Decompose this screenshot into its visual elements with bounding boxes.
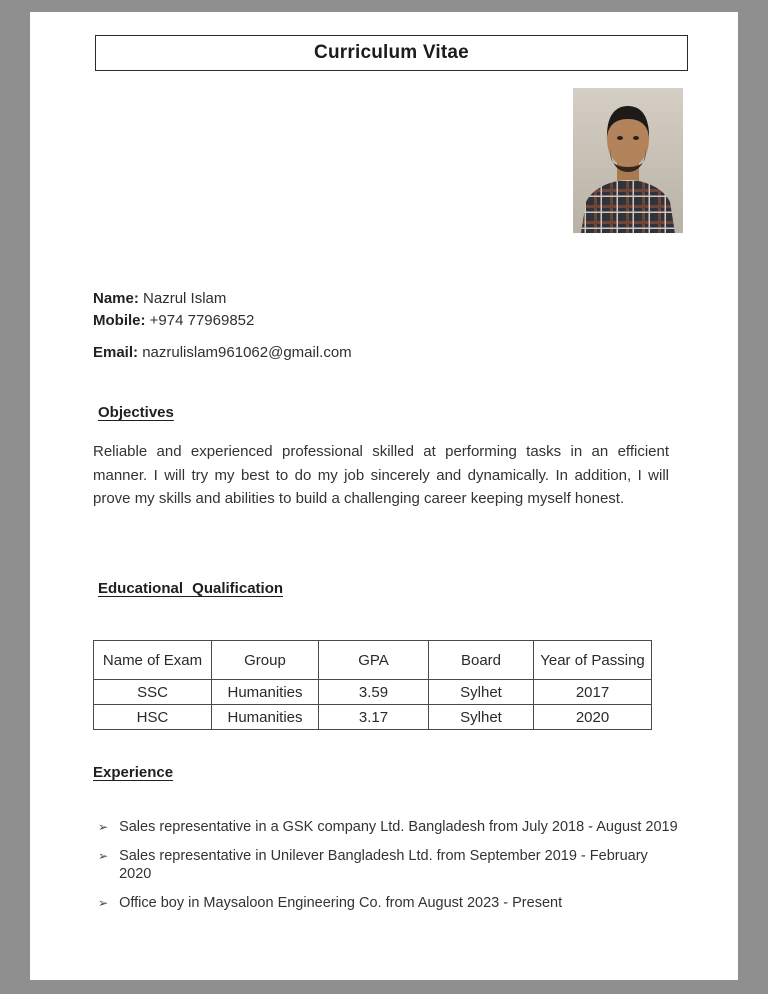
experience-item-text: Sales representative in a GSK company Ltd. Bangladesh from July 2018 - August 2019: [119, 819, 678, 835]
table-cell: Sylhet: [429, 705, 534, 730]
contact-block: [93, 288, 352, 364]
contact-mobile-row: [93, 310, 352, 332]
list-item: [98, 847, 678, 883]
column-header-gpa: GPA: [319, 641, 429, 680]
table-cell: 3.59: [319, 680, 429, 705]
objectives-paragraph: Reliable and experienced professional skilled at performing tasks in an efficient manner. I will try my best to do my job sincerely and dynamically. In addition, I will prove my skills and abilities to build a challenging career keeping myself honest.: [93, 443, 669, 507]
experience-item-text: Office boy in Maysaloon Engineering Co. from August 2023 - Present: [119, 895, 563, 911]
education-table: [93, 640, 652, 730]
table-cell: 2020: [534, 705, 652, 730]
profile-photo: [573, 88, 683, 233]
table-cell: 2017: [534, 680, 652, 705]
contact-name-row: [93, 288, 352, 310]
cv-page: [30, 12, 738, 980]
experience-heading: Experience: [93, 764, 174, 781]
mobile-label: Mobile:: [93, 312, 146, 329]
person-portrait-icon: [573, 88, 683, 233]
table-header-row: [94, 641, 652, 680]
table-cell: Sylhet: [429, 680, 534, 705]
list-item: [98, 818, 678, 836]
name-value: Nazrul Islam: [143, 290, 227, 307]
table-cell: HSC: [94, 705, 212, 730]
table-cell: 3.17: [319, 705, 429, 730]
column-header-exam: Name of Exam: [94, 641, 212, 680]
name-label: Name:: [93, 290, 139, 307]
table-row: [94, 680, 652, 705]
bullet-arrow-icon: ➢: [98, 896, 109, 910]
contact-email-row: [93, 342, 352, 364]
page-title: Curriculum Vitae: [314, 42, 469, 63]
table-cell: SSC: [94, 680, 212, 705]
bullet-arrow-icon: ➢: [98, 820, 109, 834]
objectives-heading: Objectives: [98, 404, 174, 421]
experience-list: [98, 818, 678, 923]
list-item: [98, 894, 678, 912]
experience-item-text: Sales representative in Unilever Bangladesh Ltd. from September 2019 - February 2020: [119, 848, 648, 882]
email-label: Email:: [93, 344, 139, 361]
email-value: nazrulislam961062@gmail.com: [142, 344, 352, 361]
column-header-year: Year of Passing: [534, 641, 652, 680]
title-box: [95, 35, 688, 71]
education-heading: Educational Qualification: [98, 580, 284, 597]
table-row: [94, 705, 652, 730]
table-cell: Humanities: [212, 680, 319, 705]
column-header-board: Board: [429, 641, 534, 680]
mobile-value: +974 77969852: [149, 312, 255, 329]
table-cell: Humanities: [212, 705, 319, 730]
bullet-arrow-icon: ➢: [98, 849, 109, 863]
column-header-group: Group: [212, 641, 319, 680]
